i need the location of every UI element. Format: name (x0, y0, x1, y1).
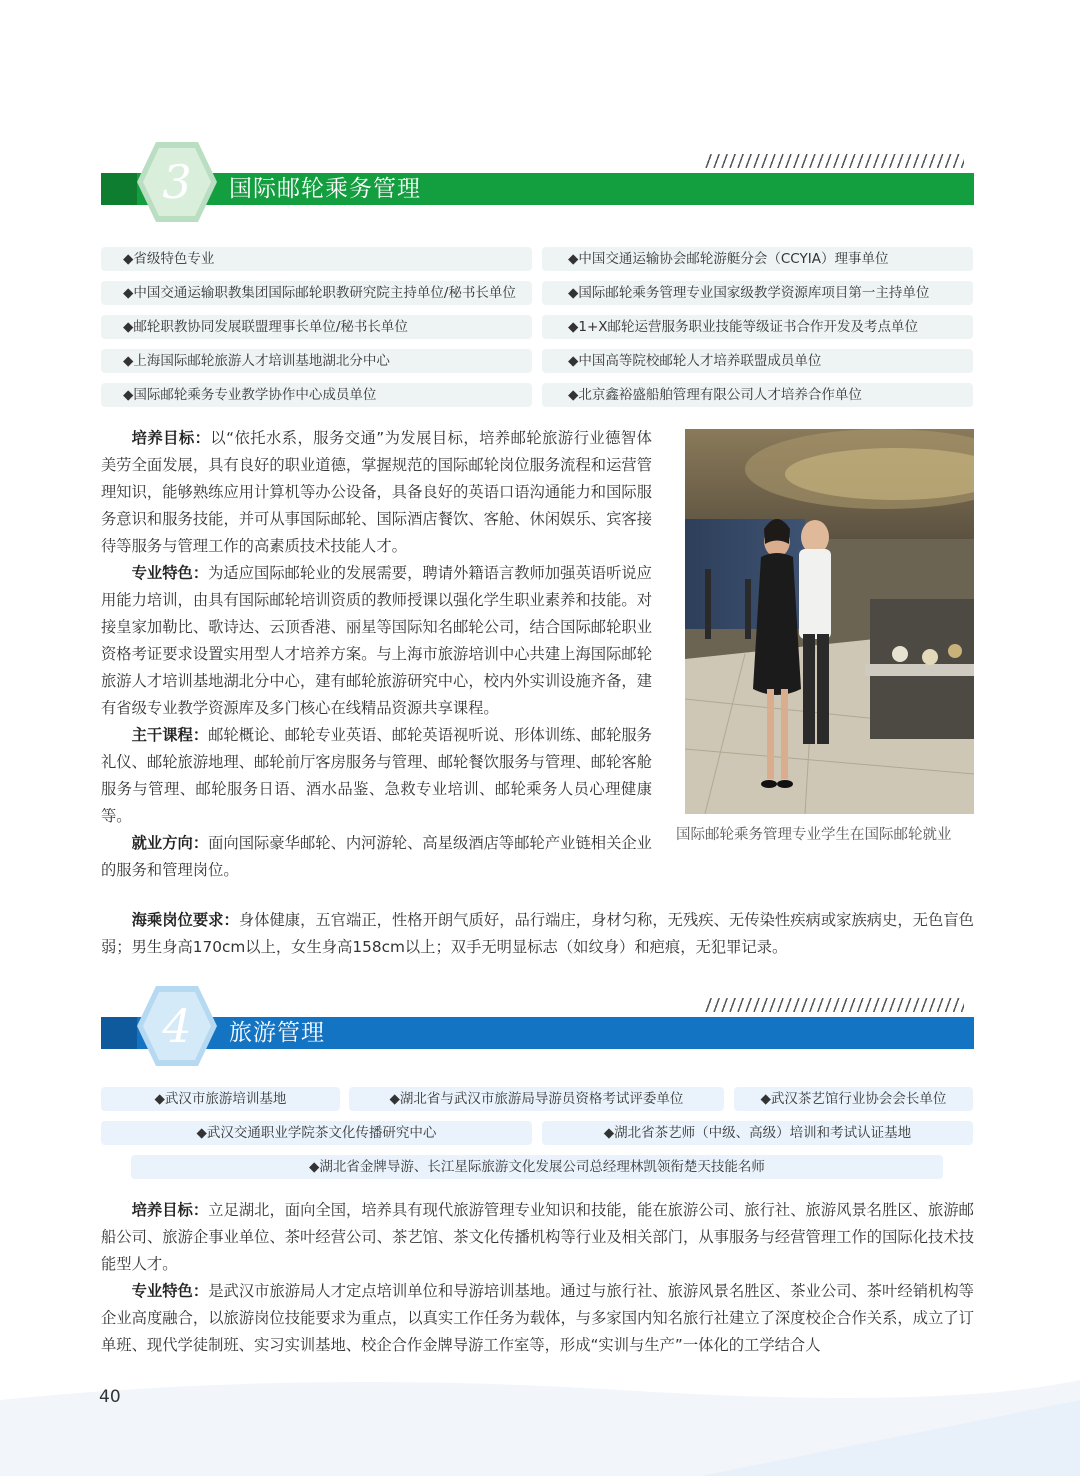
tag-pill: ◆国际邮轮乘务专业教学协作中心成员单位 (101, 383, 532, 407)
paragraph-features: 专业特色：是武汉市旅游局人才定点培训单位和导游培训基地。通过与旅行社、旅游风景名胜区、茶业公司、茶叶经销机构等企业高度融合，以旅游岗位技能要求为重点，以真实工作任务为载体，与多家国内知名旅行社建立了深度校企合作关系，成立了订单班、现代学徒制班、实习实训基地、校企合作金牌导游工作室等，形成“实训与生产”一体化的工学结合人 (101, 1282, 974, 1354)
paragraph-requirements: 海乘岗位要求：身体健康，五官端正，性格开朗气质好，品行端庄，身材匀称，无残疾、无传染性疾病或家族病史，无色盲色弱；男生身高170cm以上，女生身高158cm以上；双手无明显标志（如纹身）和疤痕，无犯罪记录。 (101, 911, 974, 956)
paragraph-training-goal: 培养目标：立足湖北，面向全国，培养具有现代旅游管理专业知识和技能，能在旅游公司、旅行社、旅游风景名胜区、旅游邮船公司、旅游企事业单位、茶叶经营公司、茶艺馆、茶文化传播机构等行业及相关部门，从事服务与经营管理工作的国际化技术技能型人才。 (101, 1201, 974, 1273)
paragraph-employment: 就业方向：面向国际豪华邮轮、内河游轮、高星级酒店等邮轮产业链相关企业的服务和管理岗位。 (101, 834, 652, 879)
tag-pill: ◆湖北省茶艺师（中级、高级）培训和考试认证基地 (542, 1121, 973, 1145)
cruise-crew-photo (685, 429, 974, 814)
decorative-stripes (704, 154, 964, 168)
tag-pill: ◆武汉市旅游培训基地 (101, 1087, 340, 1111)
tag-pill: ◆1+X邮轮运营服务职业技能等级证书合作开发及考点单位 (542, 315, 973, 339)
tag-pill: ◆武汉茶艺馆行业协会会长单位 (734, 1087, 973, 1111)
tag-pill: ◆邮轮职教协同发展联盟理事长单位/秘书长单位 (101, 315, 532, 339)
section-3-bar-accent (101, 173, 137, 205)
tag-pill: ◆湖北省金牌导游、长江星际旅游文化发展公司总经理林凯领衔楚天技能名师 (131, 1155, 943, 1179)
tag-pill: ◆上海国际邮轮旅游人才培训基地湖北分中心 (101, 349, 532, 373)
tag-pill: ◆北京鑫裕盛船舶管理有限公司人才培养合作单位 (542, 383, 973, 407)
tag-pill: ◆中国交通运输职教集团国际邮轮职教研究院主持单位/秘书长单位 (101, 281, 532, 305)
section-4-number-badge (135, 984, 219, 1068)
photo-caption: 国际邮轮乘务管理专业学生在国际邮轮就业 (676, 827, 952, 843)
decorative-stripes (704, 998, 964, 1012)
tag-pill: ◆国际邮轮乘务管理专业国家级教学资源库项目第一主持单位 (542, 281, 973, 305)
section-3-number-badge (135, 140, 219, 224)
page-number: 40 (99, 1387, 121, 1407)
tag-pill: ◆中国高等院校邮轮人才培养联盟成员单位 (542, 349, 973, 373)
paragraph-core-courses: 主干课程：邮轮概论、邮轮专业英语、邮轮英语视听说、形体训练、邮轮服务礼仪、邮轮旅游地理、邮轮前厅客房服务与管理、邮轮餐饮服务与管理、邮轮客舱服务与管理、邮轮服务日语、酒水品鉴、急救专业培训、邮轮乘务人员心理健康等。 (101, 726, 652, 825)
section-4-number: 4 (162, 999, 192, 1053)
footer-decoration (0, 1360, 1080, 1476)
tag-pill: ◆省级特色专业 (101, 247, 532, 271)
section-3-title: 国际邮轮乘务管理 (229, 176, 421, 202)
section-4-bar-accent (101, 1017, 137, 1049)
section-4-text (101, 1197, 974, 1357)
section-4-title: 旅游管理 (229, 1020, 325, 1046)
section-3-number: 3 (162, 155, 192, 209)
paragraph-features: 专业特色：为适应国际邮轮业的发展需要，聘请外籍语言教师加强英语听说应用能力培训，由具有国际邮轮培训资质的教师授课以强化学生职业素养和技能。对接皇家加勒比、歌诗达、云顶香港、丽星等国际知名邮轮公司，结合国际邮轮职业资格考证要求设置实用型人才培养方案。与上海市旅游培训中心共建上海国际邮轮旅游人才培训基地湖北分中心，建有邮轮旅游研究中心，校内外实训设施齐备，建有省级专业教学资源库及多门核心在线精品资源共享课程。 (101, 564, 652, 717)
tag-pill: ◆武汉交通职业学院茶文化传播研究中心 (101, 1121, 532, 1145)
paragraph-training-goal: 培养目标：以“依托水系，服务交通”为发展目标，培养邮轮旅游行业德智体美劳全面发展，具有良好的职业道德，掌握规范的国际邮轮岗位服务流程和运营管理知识，能够熟练应用计算机等办公设备，具备良好的英语口语沟通能力和国际服务意识和服务技能，并可从事国际邮轮、国际酒店餐饮、客舱、休闲娱乐、宾客接待等服务与管理工作的高素质技术技能人才。 (101, 429, 652, 555)
tag-pill: ◆湖北省与武汉市旅游局导游员资格考试评委单位 (349, 1087, 724, 1111)
section-3-header (101, 140, 974, 230)
section-4-header (101, 984, 974, 1074)
section-3-text-column (101, 425, 652, 884)
tag-pill: ◆中国交通运输协会邮轮游艇分会（CCYIA）理事单位 (542, 247, 973, 271)
